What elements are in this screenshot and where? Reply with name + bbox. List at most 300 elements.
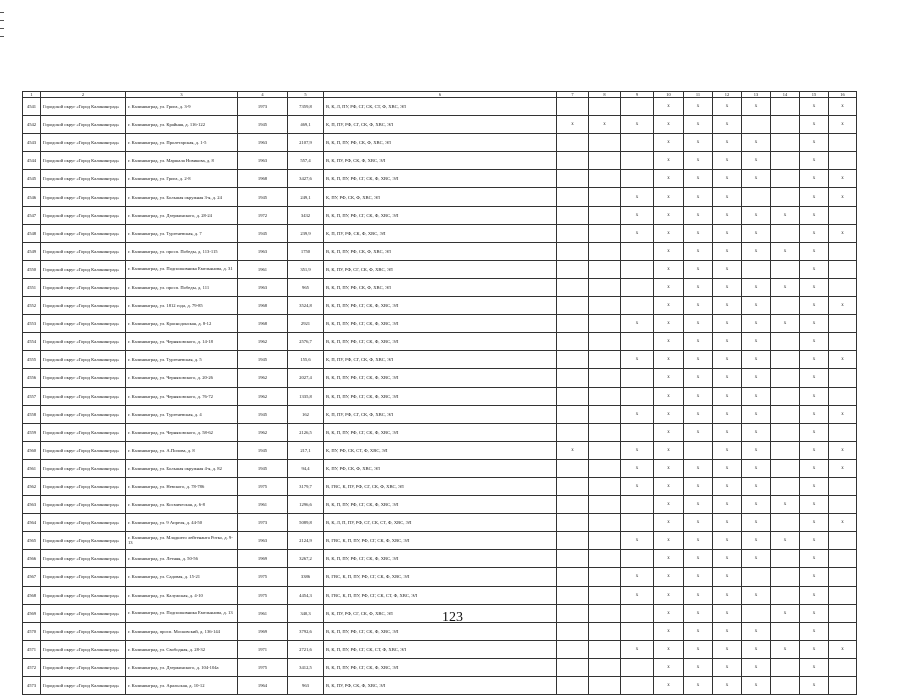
cell-works: В, К, П, ПУ, РФ, СГ, СК, Ф, ХВС, ЭЛ (324, 622, 557, 640)
cell-mark (589, 459, 621, 477)
cell-mark: x (654, 260, 684, 278)
cell-year: 1961 (238, 604, 288, 622)
cell-address: г. Калининград, ул. Младшего лейтенанта Ротко, д. 9-13 (126, 532, 238, 550)
column-number: 7 (557, 92, 589, 98)
cell-mark: x (713, 152, 742, 170)
cell-mark: x (829, 116, 857, 134)
column-number: 2 (41, 92, 126, 98)
cell-mark: x (742, 677, 771, 695)
cell-works: В, К, П, ПУ, РФ, СГ, СК, Ф, ХВС, ЭЛ (324, 315, 557, 333)
cell-year: 1971 (238, 640, 288, 658)
cell-area: 2576,7 (288, 333, 324, 351)
cell-address: г. Калининград, ул. Тургеневская, д. 5 (126, 351, 238, 369)
cell-address: г. Калининград, ул. Маршала Новикова, д. 8 (126, 152, 238, 170)
cell-area: 340,3 (288, 604, 324, 622)
cell-mark: x (654, 116, 684, 134)
cell-mark (771, 405, 800, 423)
cell-works: В, ГВС, К, ПУ, РФ, СГ, СК, Ф, ХВС, ЭЛ (324, 477, 557, 495)
cell-mark: x (771, 242, 800, 260)
cell-mark: x (713, 496, 742, 514)
cell-mark: x (800, 333, 829, 351)
cell-mark: x (621, 640, 654, 658)
cell-mark: x (713, 423, 742, 441)
cell-mark (771, 369, 800, 387)
cell-mark: x (742, 98, 771, 116)
cell-mark: x (800, 622, 829, 640)
cell-mark (829, 315, 857, 333)
cell-num: 4566 (23, 550, 41, 568)
cell-district: Городской округ «Город Калининград» (41, 206, 126, 224)
cell-mark: x (621, 405, 654, 423)
cell-mark: x (684, 242, 713, 260)
cell-mark: x (684, 568, 713, 586)
cell-mark: x (589, 116, 621, 134)
cell-num: 4550 (23, 260, 41, 278)
cell-mark: x (829, 405, 857, 423)
cell-mark (589, 315, 621, 333)
cell-year: 1945 (238, 224, 288, 242)
cell-district: Городской округ «Город Калининград» (41, 677, 126, 695)
table-row (23, 441, 857, 459)
cell-mark (589, 297, 621, 315)
cell-num: 4562 (23, 477, 41, 495)
cell-works: В, К, П, ПУ, РФ, СК, Ф, ХВС, ЭЛ (324, 134, 557, 152)
cell-mark (557, 170, 589, 188)
cell-area: 3427,6 (288, 170, 324, 188)
cell-works: В, К, П, ПУ, РФ, СГ, СК, Ф, ХВС, ЭЛ (324, 297, 557, 315)
table-row (23, 297, 857, 315)
cell-mark: x (684, 604, 713, 622)
cell-mark: x (684, 640, 713, 658)
cell-mark (589, 586, 621, 604)
cell-mark: x (654, 206, 684, 224)
cell-mark (589, 677, 621, 695)
table-row (23, 550, 857, 568)
cell-mark (589, 532, 621, 550)
cell-mark (557, 242, 589, 260)
cell-works: В, К, П, ПУ, РФ, СГ, СК, Ф, ХВС, ЭЛ (324, 550, 557, 568)
cell-mark: x (713, 405, 742, 423)
cell-mark: x (654, 152, 684, 170)
cell-num: 4559 (23, 423, 41, 441)
column-number: 8 (589, 92, 621, 98)
cell-address: г. Калининград, ул. Невского, д. 78-786 (126, 477, 238, 495)
cell-area: 3179,7 (288, 477, 324, 495)
cell-works: В, ГВС, К, П, ПУ, РФ, СГ, СК, СТ, Ф, ХВС, ЭЛ (324, 586, 557, 604)
cell-mark (589, 568, 621, 586)
cell-mark: x (800, 206, 829, 224)
cell-mark (557, 405, 589, 423)
cell-mark: x (800, 459, 829, 477)
column-number: 13 (742, 92, 771, 98)
cell-mark: x (684, 387, 713, 405)
cell-mark (742, 188, 771, 206)
cell-mark: x (684, 351, 713, 369)
cell-mark: x (742, 170, 771, 188)
cell-mark (621, 333, 654, 351)
cell-mark (771, 477, 800, 495)
cell-num: 4561 (23, 459, 41, 477)
cell-mark (771, 260, 800, 278)
table-row (23, 188, 857, 206)
cell-mark: x (654, 315, 684, 333)
cell-year: 1963 (238, 152, 288, 170)
cell-address: г. Калининград, ул. Большая окружная 3-я, д. 24 (126, 188, 238, 206)
cell-year: 1962 (238, 333, 288, 351)
table-row (23, 152, 857, 170)
cell-mark (621, 496, 654, 514)
column-number: 4 (238, 92, 288, 98)
cell-mark: x (742, 550, 771, 568)
cell-mark (829, 550, 857, 568)
cell-mark: x (684, 170, 713, 188)
cell-num: 4547 (23, 206, 41, 224)
cell-mark: x (684, 224, 713, 242)
cell-mark: x (742, 134, 771, 152)
cell-district: Городской округ «Город Калининград» (41, 170, 126, 188)
cell-mark: x (713, 369, 742, 387)
cell-mark: x (713, 677, 742, 695)
cell-mark: x (829, 441, 857, 459)
table-row (23, 351, 857, 369)
cell-mark: x (621, 532, 654, 550)
cell-mark (557, 351, 589, 369)
cell-mark (621, 514, 654, 532)
cell-mark: x (800, 677, 829, 695)
cell-num: 4556 (23, 369, 41, 387)
cell-year: 1945 (238, 441, 288, 459)
cell-num: 4543 (23, 134, 41, 152)
cell-year: 1962 (238, 387, 288, 405)
cell-works: В, К, ПУ, РФ, СГ, СК, Ф, ХВС, ЭЛ (324, 260, 557, 278)
cell-district: Городской округ «Город Калининград» (41, 351, 126, 369)
cell-mark: x (684, 116, 713, 134)
cell-mark: x (684, 477, 713, 495)
table-row (23, 170, 857, 188)
cell-mark: x (713, 532, 742, 550)
table-row (23, 405, 857, 423)
cell-year: 1963 (238, 134, 288, 152)
cell-year: 1975 (238, 658, 288, 676)
cell-mark: x (713, 333, 742, 351)
cell-district: Городской округ «Город Калининград» (41, 405, 126, 423)
cell-mark: x (654, 333, 684, 351)
cell-mark (829, 586, 857, 604)
cell-district: Городской округ «Город Калининград» (41, 496, 126, 514)
cell-mark (771, 459, 800, 477)
cell-mark (771, 297, 800, 315)
cell-area: 469,1 (288, 116, 324, 134)
cell-district: Городской округ «Город Калининград» (41, 278, 126, 296)
cell-num: 4568 (23, 586, 41, 604)
cell-mark: x (800, 260, 829, 278)
cell-mark: x (684, 459, 713, 477)
cell-address: г. Калининград, ул. просп. Победы, д. 111 (126, 278, 238, 296)
cell-mark (557, 134, 589, 152)
cell-works: В, К, П, ПУ, РФ, СГ, СК, Ф, ХВС, ЭЛ (324, 333, 557, 351)
cell-mark: x (800, 405, 829, 423)
table-row (23, 658, 857, 676)
cell-mark (621, 242, 654, 260)
table-row (23, 496, 857, 514)
cell-mark: x (684, 532, 713, 550)
cell-address: г. Калининград, ул. Дзержинского, д. 104-104а (126, 658, 238, 676)
cell-mark: x (829, 170, 857, 188)
cell-mark (557, 369, 589, 387)
cell-mark: x (771, 206, 800, 224)
cell-district: Городской округ «Город Калининград» (41, 658, 126, 676)
cell-mark (829, 477, 857, 495)
cell-district: Городской округ «Город Калининград» (41, 514, 126, 532)
cell-mark (589, 423, 621, 441)
cell-mark: x (742, 297, 771, 315)
cell-mark (829, 532, 857, 550)
cell-year: 1963 (238, 278, 288, 296)
cell-mark (557, 278, 589, 296)
cell-district: Городской округ «Город Калининград» (41, 188, 126, 206)
cell-mark: x (771, 278, 800, 296)
cell-mark: x (654, 278, 684, 296)
cell-mark: x (713, 315, 742, 333)
cell-mark: x (684, 260, 713, 278)
cell-mark (829, 152, 857, 170)
cell-mark: x (654, 387, 684, 405)
cell-num: 4542 (23, 116, 41, 134)
cell-num: 4557 (23, 387, 41, 405)
cell-mark: x (800, 170, 829, 188)
cell-district: Городской округ «Город Калининград» (41, 477, 126, 495)
cell-mark: x (684, 134, 713, 152)
cell-address: г. Калининград, ул. Аральская, д. 10-12 (126, 677, 238, 695)
cell-year: 1968 (238, 297, 288, 315)
cell-mark: x (713, 206, 742, 224)
table-row (23, 260, 857, 278)
cell-year: 1962 (238, 369, 288, 387)
cell-mark (557, 387, 589, 405)
table-row (23, 640, 857, 658)
cell-num: 4571 (23, 640, 41, 658)
cell-mark (829, 369, 857, 387)
cell-mark: x (713, 514, 742, 532)
cell-works: К, П, ПУ, РФ, СК, Ф, ХВС, ЭЛ (324, 224, 557, 242)
cell-mark: x (713, 640, 742, 658)
cell-mark: x (742, 640, 771, 658)
cell-address: г. Калининград, ул. Подполковника Емельянова, д. 13 (126, 604, 238, 622)
cell-area: 2124,9 (288, 532, 324, 550)
cell-address: г. Калининград, ул. Дзержинского, д. 28-24 (126, 206, 238, 224)
cell-mark (589, 658, 621, 676)
cell-district: Городской округ «Город Калининград» (41, 532, 126, 550)
table-row (23, 423, 857, 441)
cell-area: 3386 (288, 568, 324, 586)
cell-year: 1975 (238, 568, 288, 586)
cell-mark: x (800, 351, 829, 369)
cell-mark: x (713, 387, 742, 405)
cell-num: 4552 (23, 297, 41, 315)
cell-works: В, К, П, ПУ, РФ, СГ, СК, Ф, ХВС, ЭЛ (324, 206, 557, 224)
cell-works: В, ГВС, К, П, ПУ, РФ, СГ, СК, Ф, ХВС, ЭЛ (324, 532, 557, 550)
cell-mark: x (684, 278, 713, 296)
cell-area: 4454,3 (288, 586, 324, 604)
cell-year: 1975 (238, 586, 288, 604)
cell-mark (742, 568, 771, 586)
cell-mark: x (713, 550, 742, 568)
cell-mark: x (684, 423, 713, 441)
cell-district: Городской округ «Город Калининград» (41, 622, 126, 640)
cell-mark: x (684, 333, 713, 351)
cell-year: 1961 (238, 260, 288, 278)
cell-year: 1973 (238, 98, 288, 116)
cell-address: г. Калининград, ул. 9 Апреля, д. 44-50 (126, 514, 238, 532)
cell-mark (684, 441, 713, 459)
cell-num: 4563 (23, 496, 41, 514)
cell-mark: x (654, 351, 684, 369)
cell-mark: x (654, 658, 684, 676)
cell-mark (829, 677, 857, 695)
cell-mark (771, 677, 800, 695)
cell-mark: x (713, 170, 742, 188)
cell-mark (771, 188, 800, 206)
cell-mark: x (654, 604, 684, 622)
cell-mark (621, 134, 654, 152)
cell-area: 963 (288, 677, 324, 695)
cell-year: 1964 (238, 677, 288, 695)
cell-area: 1335,8 (288, 387, 324, 405)
cell-works: К, ПУ, РФ, СК, Ф, ХВС, ЭЛ (324, 188, 557, 206)
cell-mark: x (621, 116, 654, 134)
cell-district: Городской округ «Город Калининград» (41, 315, 126, 333)
cell-mark (589, 496, 621, 514)
cell-mark: x (829, 297, 857, 315)
cell-mark: x (684, 586, 713, 604)
cell-address: г. Калининград, ул. Крайняя, д. 116-122 (126, 116, 238, 134)
cell-mark: x (621, 206, 654, 224)
cell-area: 2921 (288, 315, 324, 333)
cell-mark: x (800, 568, 829, 586)
cell-mark (557, 568, 589, 586)
cell-address: г. Калининград, ул. Большая окружная 4-я, д. 82 (126, 459, 238, 477)
cell-mark: x (684, 658, 713, 676)
cell-mark: x (800, 640, 829, 658)
cell-address: г. Калининград, ул. Космическая, д. 6-8 (126, 496, 238, 514)
cell-works: В, К, П, ПУ, РФ, СГ, СК, Ф, ХВС, ЭЛ (324, 387, 557, 405)
cell-mark: x (713, 441, 742, 459)
cell-num: 4564 (23, 514, 41, 532)
cell-mark: x (654, 622, 684, 640)
cell-year: 1945 (238, 351, 288, 369)
cell-area: 3432 (288, 206, 324, 224)
cell-address: г. Калининград, ул. Черняховского, д. 76-72 (126, 387, 238, 405)
cell-mark: x (800, 315, 829, 333)
cell-address: г. Калининград, ул. Пролетарская, д. 1-5 (126, 134, 238, 152)
cell-mark (621, 550, 654, 568)
cell-mark: x (621, 477, 654, 495)
cell-mark (829, 134, 857, 152)
cell-mark: x (713, 568, 742, 586)
cell-mark: x (742, 441, 771, 459)
cell-mark (557, 206, 589, 224)
cell-area: 249,1 (288, 188, 324, 206)
cell-district: Городской округ «Город Калининград» (41, 98, 126, 116)
cell-works: В, К, П, ПУ, РФ, СГ, СК, СТ, Ф, ХВС, ЭЛ (324, 640, 557, 658)
cell-mark: x (771, 496, 800, 514)
column-number: 10 (654, 92, 684, 98)
cell-mark: x (742, 224, 771, 242)
table-row (23, 514, 857, 532)
cell-mark: x (684, 297, 713, 315)
cell-mark: x (771, 315, 800, 333)
cell-district: Городской округ «Город Калининград» (41, 387, 126, 405)
cell-mark: x (800, 604, 829, 622)
cell-mark: x (742, 658, 771, 676)
cell-address: г. Калининград, ул. Тургеневская, д. 7 (126, 224, 238, 242)
cell-works: В, К, Л, ПУ, РФ, СГ, СК, СТ, Ф, ХВС, ЭЛ (324, 98, 557, 116)
cell-mark (829, 206, 857, 224)
edge-mark (0, 28, 4, 29)
page-number: 123 (442, 610, 463, 625)
cell-mark (589, 134, 621, 152)
cell-area: 3524,8 (288, 297, 324, 315)
cell-area: 217,1 (288, 441, 324, 459)
cell-mark (589, 514, 621, 532)
column-number: 15 (800, 92, 829, 98)
cell-num: 4572 (23, 658, 41, 676)
cell-district: Городской округ «Город Калининград» (41, 550, 126, 568)
cell-mark: x (742, 242, 771, 260)
cell-district: Городской округ «Город Калининград» (41, 134, 126, 152)
cell-mark (771, 658, 800, 676)
cell-mark: x (742, 496, 771, 514)
cell-mark: x (713, 586, 742, 604)
cell-area: 2126,5 (288, 423, 324, 441)
column-number: 14 (771, 92, 800, 98)
cell-district: Городской округ «Город Калининград» (41, 224, 126, 242)
cell-mark: x (742, 152, 771, 170)
cell-mark: x (654, 297, 684, 315)
cell-mark: x (684, 369, 713, 387)
cell-mark (771, 586, 800, 604)
table-row (23, 116, 857, 134)
cell-mark: x (684, 206, 713, 224)
cell-address: г. Калининград, ул. Черняховского, д. 14-18 (126, 333, 238, 351)
cell-area: 239,9 (288, 224, 324, 242)
cell-works: В, К, ПУ, РФ, СК, Ф, ХВС, ЭЛ (324, 677, 557, 695)
cell-mark: x (557, 441, 589, 459)
cell-district: Городской округ «Город Калининград» (41, 586, 126, 604)
cell-mark: x (713, 260, 742, 278)
cell-area: 155,6 (288, 351, 324, 369)
cell-year: 1969 (238, 550, 288, 568)
cell-num: 4555 (23, 351, 41, 369)
cell-mark: x (621, 188, 654, 206)
cell-address: г. Калининград, ул. Калужская, д. 4-10 (126, 586, 238, 604)
cell-area: 2107,9 (288, 134, 324, 152)
cell-mark: x (742, 206, 771, 224)
cell-mark (557, 640, 589, 658)
cell-mark (829, 658, 857, 676)
cell-mark: x (800, 98, 829, 116)
cell-mark: x (800, 586, 829, 604)
cell-mark (557, 297, 589, 315)
cell-num: 4553 (23, 315, 41, 333)
cell-mark: x (771, 532, 800, 550)
cell-mark (589, 260, 621, 278)
column-number: 11 (684, 92, 713, 98)
cell-works: В, ГВС, К, П, ПУ, РФ, СГ, СК, Ф, ХВС, ЭЛ (324, 568, 557, 586)
cell-mark (621, 278, 654, 296)
cell-mark: x (800, 423, 829, 441)
cell-mark: x (621, 441, 654, 459)
